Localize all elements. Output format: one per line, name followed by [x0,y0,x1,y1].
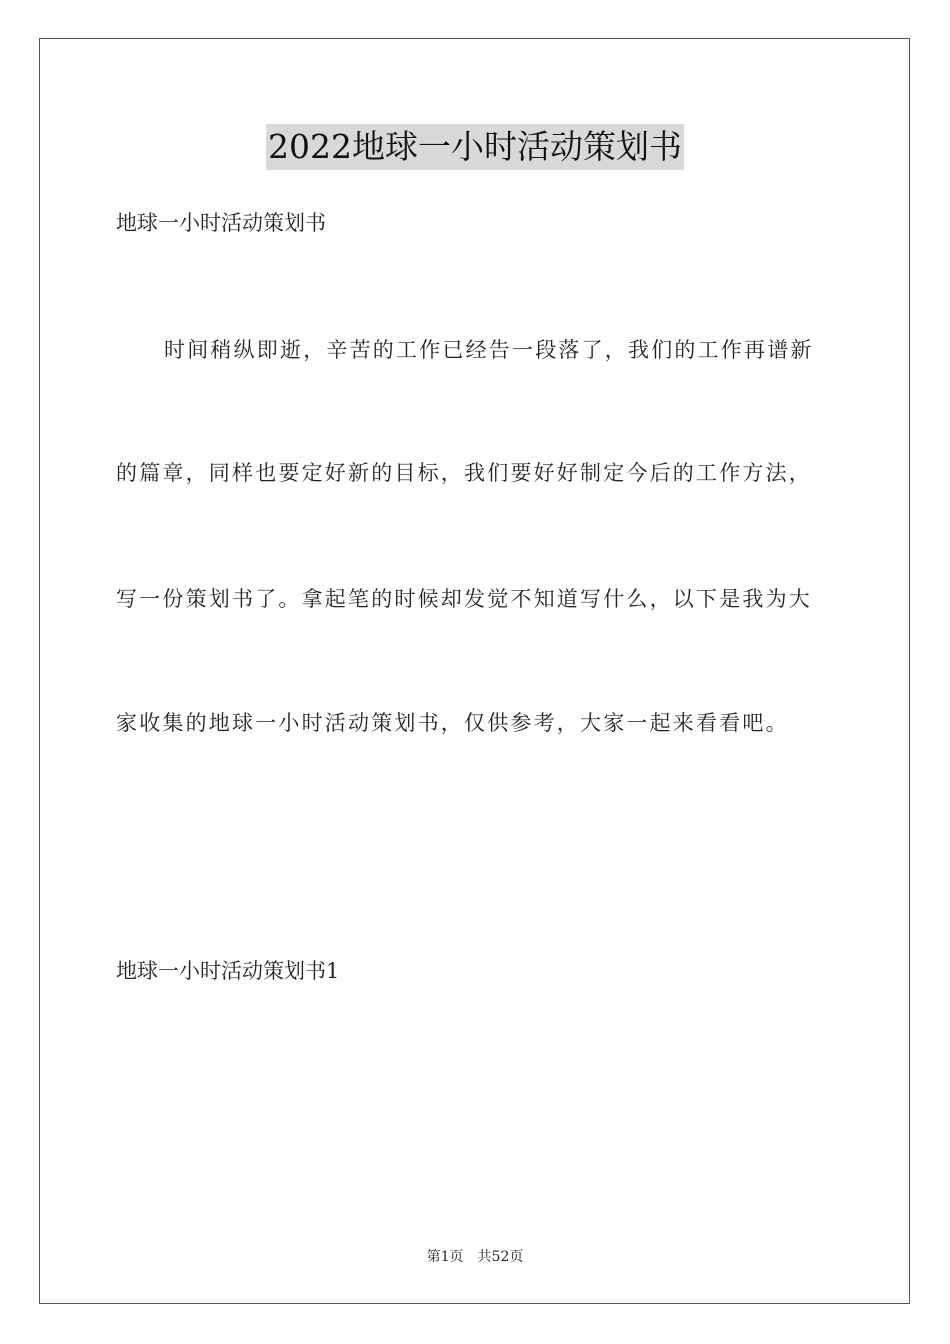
intro-line-1: 时间稍纵即逝，辛苦的工作已经告一段落了，我们的工作再谱新 [164,338,814,362]
document-subtitle: 地球一小时活动策划书 [116,211,326,235]
page-footer [0,1247,950,1267]
page-total: 共52页 [477,1249,524,1265]
intro-line-4: 家收集的地球一小时活动策划书，仅供参考，大家一起来看看吧。 [116,711,789,735]
intro-line-3: 写一份策划书了。拿起笔的时候却发觉不知道写什么，以下是我为大 [116,587,812,611]
document-title-text: 2022地球一小时活动策划书 [266,124,684,170]
section-heading: 地球一小时活动策划书1 [116,959,340,983]
document-title [0,124,950,170]
intro-line-2: 的篇章，同样也要定好新的目标，我们要好好制定今后的工作方法， [116,461,812,485]
page-number: 第1页 [426,1249,464,1265]
